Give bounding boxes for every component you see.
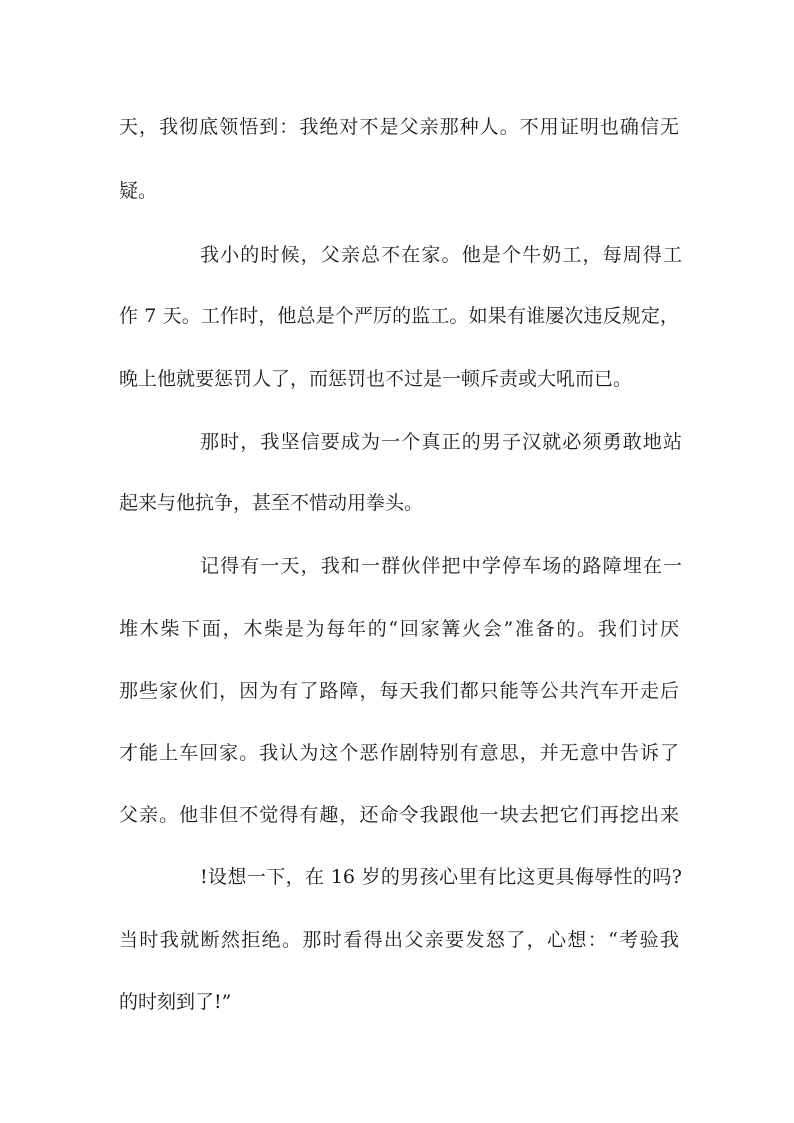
text-line-14: 当时我就断然拒绝。那时看得出父亲要发怒了，心想：“考验我: [119, 929, 679, 951]
text-line-3: 我小的时候，父亲总不在家。他是个牛奶工，每周得工: [200, 244, 682, 266]
text-line-8: 记得有一天，我和一群伙伴把中学停车场的路障埋在一: [200, 555, 682, 577]
text-line-5: 晚上他就要惩罚人了，而惩罚也不过是一顿斥责或大吼而已。: [119, 368, 633, 390]
text-line-1: 天，我彻底领悟到：我绝对不是父亲那种人。不用证明也确信无: [119, 116, 679, 138]
text-line-11: 才能上车回家。我认为这个恶作剧特别有意思，并无意中告诉了: [119, 742, 679, 764]
text-line-2: 疑。: [119, 180, 158, 202]
text-line-12: 父亲。他非但不觉得有趣，还命令我跟他一块去把它们再挖出来: [119, 804, 679, 826]
text-line-9: 堆木柴下面，木柴是为每年的“回家篝火会”准备的。我们讨厌: [119, 618, 679, 640]
text-line-4: 作 7 天。工作时，他总是个严厉的监工。如果有谁屡次违反规定，: [119, 305, 679, 327]
text-line-7: 起来与他抗争，甚至不惜动用拳头。: [119, 492, 424, 514]
text-line-10: 那些家伙们，因为有了路障，每天我们都只能等公共汽车开走后: [119, 680, 679, 702]
text-line-6: 那时，我坚信要成为一个真正的男子汉就必须勇敢地站: [200, 431, 682, 453]
text-line-13: !设想一下，在 16 岁的男孩心里有比这更具侮辱性的吗?: [200, 866, 682, 888]
text-line-15: 的时刻到了!”: [119, 991, 232, 1013]
